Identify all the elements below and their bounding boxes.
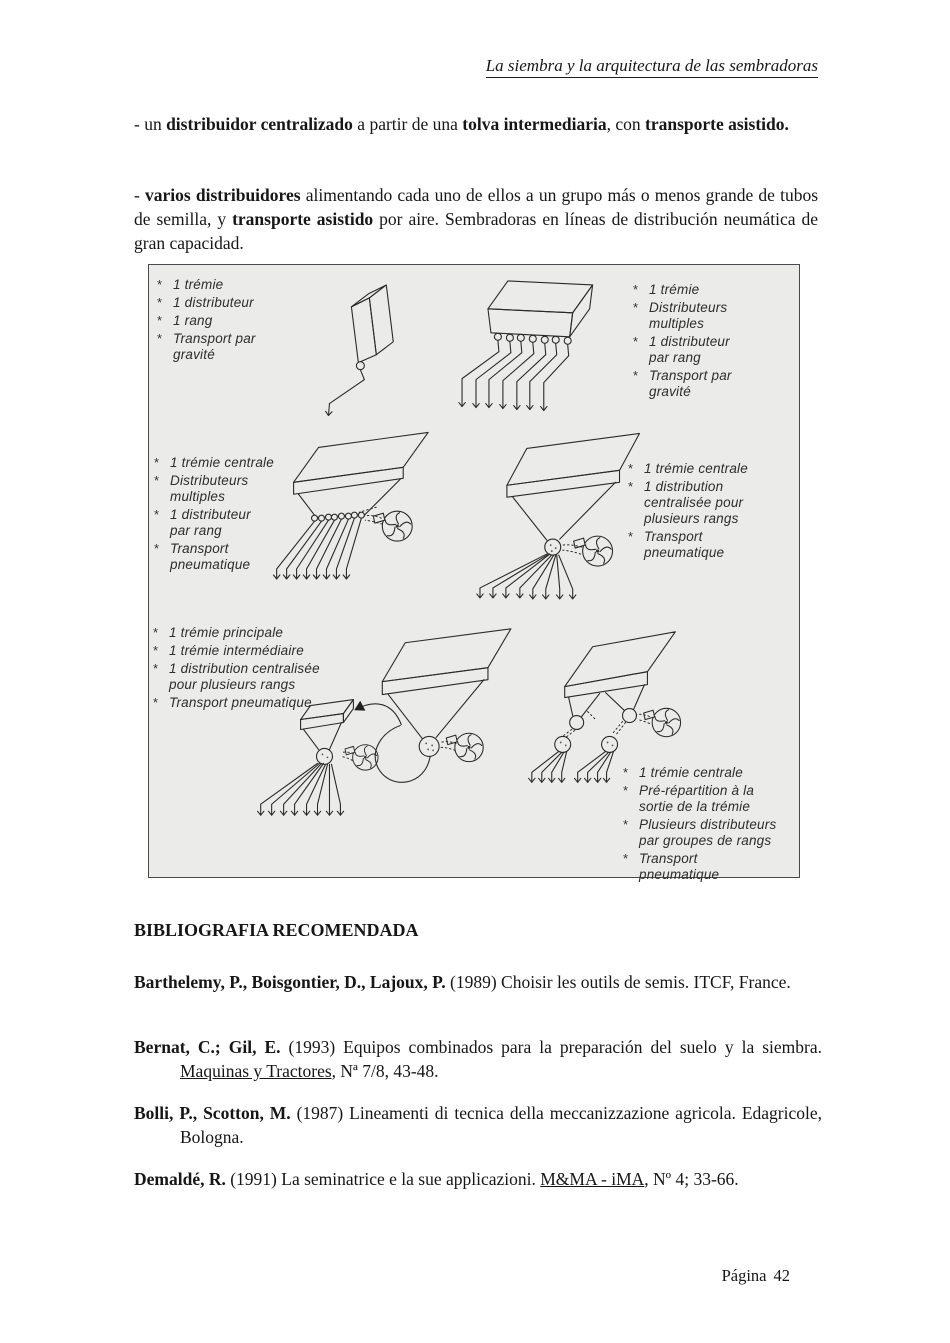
figure-label-line: Transport par <box>173 331 256 346</box>
entry-journal: M&MA - iMA <box>540 1169 645 1189</box>
figure-label-line: 1 trémie <box>649 282 700 297</box>
bullet: * <box>623 765 629 780</box>
entry-text: , Nª 7/8, 43-48. <box>331 1061 439 1081</box>
figure-label-line: gravité <box>173 347 215 362</box>
bullet: * <box>623 783 629 798</box>
bullet: * <box>633 334 639 349</box>
figure-labels-middle-right <box>628 461 758 563</box>
bullet: * <box>628 461 634 476</box>
figure-labels-top-left <box>157 277 287 365</box>
bullet: * <box>623 851 629 866</box>
figure-label-line: 1 distributeur <box>173 295 254 310</box>
figure-label-line: Transport <box>639 851 698 866</box>
bullet: * <box>157 313 163 328</box>
diagram-pre-repartition-groups-pneumatic <box>532 632 681 783</box>
figure-label-line: Transport pneumatique <box>169 695 312 710</box>
diagram-single-hopper-gravity <box>328 285 393 416</box>
figure-label-line: gravité <box>649 384 691 399</box>
bullet: * <box>154 455 160 470</box>
figure-label-line: 1 trémie principale <box>169 625 284 640</box>
fan-icon <box>574 536 613 566</box>
figure-label-item <box>154 507 284 539</box>
figure-label-line: par rang <box>170 523 222 538</box>
figure-label-line: Transport <box>644 529 703 544</box>
figure-label-line: 1 trémie <box>173 277 224 292</box>
figure-label-line: 1 trémie centrale <box>644 461 748 476</box>
figure-label-item <box>157 313 287 329</box>
figure-label-item <box>623 765 788 781</box>
figure-labels-middle-left <box>154 455 284 575</box>
text-run: - un <box>134 114 167 134</box>
figure-label-line: Distributeurs <box>170 473 249 488</box>
fan-icon <box>644 708 681 736</box>
figure-label-line: 1 distributeur <box>649 334 730 349</box>
bullet: * <box>157 295 163 310</box>
figure-label-line: 1 trémie centrale <box>639 765 743 780</box>
entry-authors: Bolli, P., Scotton, M. <box>134 1103 291 1123</box>
figure-labels-top-right <box>633 282 763 402</box>
figure-label-item <box>153 695 343 711</box>
text-run: varios distribuidores <box>145 185 301 205</box>
bullet: * <box>154 507 160 522</box>
figure-label-line: Pré-répartition à la <box>639 783 755 798</box>
bullet: * <box>153 625 159 640</box>
paragraph-multiple-distributors <box>134 183 818 255</box>
page-number-value: 42 <box>773 1266 790 1285</box>
running-header <box>486 56 818 78</box>
text-run: - <box>134 185 145 205</box>
bullet: * <box>153 643 159 658</box>
figure-label-item <box>623 851 788 883</box>
entry-authors: Barthelemy, P., Boisgontier, D., Lajoux, P. <box>134 972 446 992</box>
figure-label-item <box>628 479 758 527</box>
page-number <box>722 1266 790 1286</box>
figure-label-line: pneumatique <box>170 557 251 572</box>
figure-label-item <box>633 282 763 298</box>
entry-text: (1993) Equipos combinados para la preparación del suelo y la siembra. <box>280 1037 822 1057</box>
bullet: * <box>628 479 634 494</box>
text-run: alimentando cada uno de ellos a un grupo más o menos grande de tubos de semilla, y <box>134 185 819 229</box>
figure-label-line: 1 distribution centralisée <box>169 661 320 676</box>
bullet: * <box>153 695 159 710</box>
figure-label-line: par groupes de rangs <box>639 833 772 848</box>
text-run: , con <box>606 114 645 134</box>
diagram-centralized-distribution-pneumatic <box>480 433 639 598</box>
entry-text: (1991) La seminatrice e la sue applicazioni. <box>225 1169 541 1189</box>
diagram-multiple-distributors-gravity <box>462 281 593 411</box>
figure-label-item <box>628 529 758 561</box>
bullet: * <box>628 529 634 544</box>
text-run: transporte asistido. <box>645 114 789 134</box>
figure-label-line: Distributeurs <box>649 300 728 315</box>
figure-label-line: plusieurs rangs <box>644 511 739 526</box>
figure-label-line: 1 distribution <box>644 479 724 494</box>
page-number-label: Página <box>721 1266 767 1285</box>
figure-label-line: 1 trémie centrale <box>170 455 274 470</box>
figure-labels-bottom-left <box>153 625 343 713</box>
text-run: distribuidor centralizado <box>166 114 353 134</box>
figure-label-item <box>623 783 788 815</box>
figure-label-line: centralisée pour <box>644 495 744 510</box>
figure-label-line: multiples <box>649 316 705 331</box>
bullet: * <box>623 817 629 832</box>
bullet: * <box>153 661 159 676</box>
figure-label-item <box>153 643 343 659</box>
figure-label-line: 1 distributeur <box>170 507 251 522</box>
bibliography-entry <box>134 1167 822 1191</box>
figure-label-item <box>153 661 343 693</box>
figure-label-item <box>623 817 788 849</box>
bullet: * <box>157 331 163 346</box>
entry-authors: Bernat, C.; Gil, E. <box>134 1037 281 1057</box>
paragraph-centralized-distributor <box>134 112 818 136</box>
figure-label-item <box>154 473 284 505</box>
fan-icon <box>446 733 483 761</box>
entry-text: (1987) Lineamenti di tecnica della meccanizzazione agricola. Edagricole, Bologna. <box>180 1103 823 1147</box>
figure-label-line: pour plusieurs rangs <box>169 677 296 692</box>
text-run: tolva intermediaria <box>462 114 607 134</box>
figure-label-line: par rang <box>649 350 701 365</box>
bibliography-entry <box>134 1101 822 1149</box>
text-run: por aire. Sembradoras en líneas de distribución neumática de gran capacidad. <box>134 209 819 253</box>
bibliography-entry <box>134 1035 822 1083</box>
fan-icon <box>345 745 378 770</box>
bullet: * <box>633 282 639 297</box>
figure-label-item <box>153 625 343 641</box>
diagram-central-hopper-multi-distributors-pneumatic <box>277 432 429 579</box>
figure-label-item <box>633 368 763 400</box>
bullet: * <box>633 368 639 383</box>
entry-text: , Nº 4; 33-66. <box>644 1169 739 1189</box>
figure-label-item <box>157 277 287 293</box>
figure-label-line: multiples <box>170 489 226 504</box>
bullet: * <box>154 541 160 556</box>
fan-icon <box>373 511 412 541</box>
figure-labels-bottom-right <box>623 765 788 885</box>
figure-label-item <box>628 461 758 477</box>
figure-label-line: pneumatique <box>639 867 720 882</box>
figure-label-item <box>633 300 763 332</box>
figure-label-line: 1 rang <box>173 313 213 328</box>
figure-label-line: pneumatique <box>644 545 725 560</box>
bullet: * <box>157 277 163 292</box>
entry-journal: Maquinas y Tractores <box>180 1061 332 1081</box>
figure-label-item <box>157 331 287 363</box>
figure-label-item <box>154 541 284 573</box>
figure-label-item <box>157 295 287 311</box>
figure-label-line: sortie de la trémie <box>639 799 751 814</box>
figure-label-line: Plusieurs distributeurs <box>639 817 777 832</box>
bullet: * <box>633 300 639 315</box>
bibliography-heading: BIBLIOGRAFIA RECOMENDADA <box>134 920 419 940</box>
entry-text: (1989) Choisir les outils de semis. ITCF, France. <box>445 972 791 992</box>
text-run: a partir de una <box>352 114 463 134</box>
bibliography-entry <box>134 970 822 994</box>
figure-label-item <box>154 455 284 471</box>
text-run: transporte asistido <box>232 209 374 229</box>
figure-label-line: Transport par <box>649 368 732 383</box>
running-header-text: La siembra y la arquitectura de las sembradoras <box>485 56 818 75</box>
bullet: * <box>154 473 160 488</box>
distribution-systems-figure <box>148 264 800 882</box>
figure-label-line: Transport <box>170 541 229 556</box>
figure-label-line: 1 trémie intermédiaire <box>169 643 304 658</box>
figure-label-item <box>633 334 763 366</box>
entry-authors: Demaldé, R. <box>134 1169 226 1189</box>
